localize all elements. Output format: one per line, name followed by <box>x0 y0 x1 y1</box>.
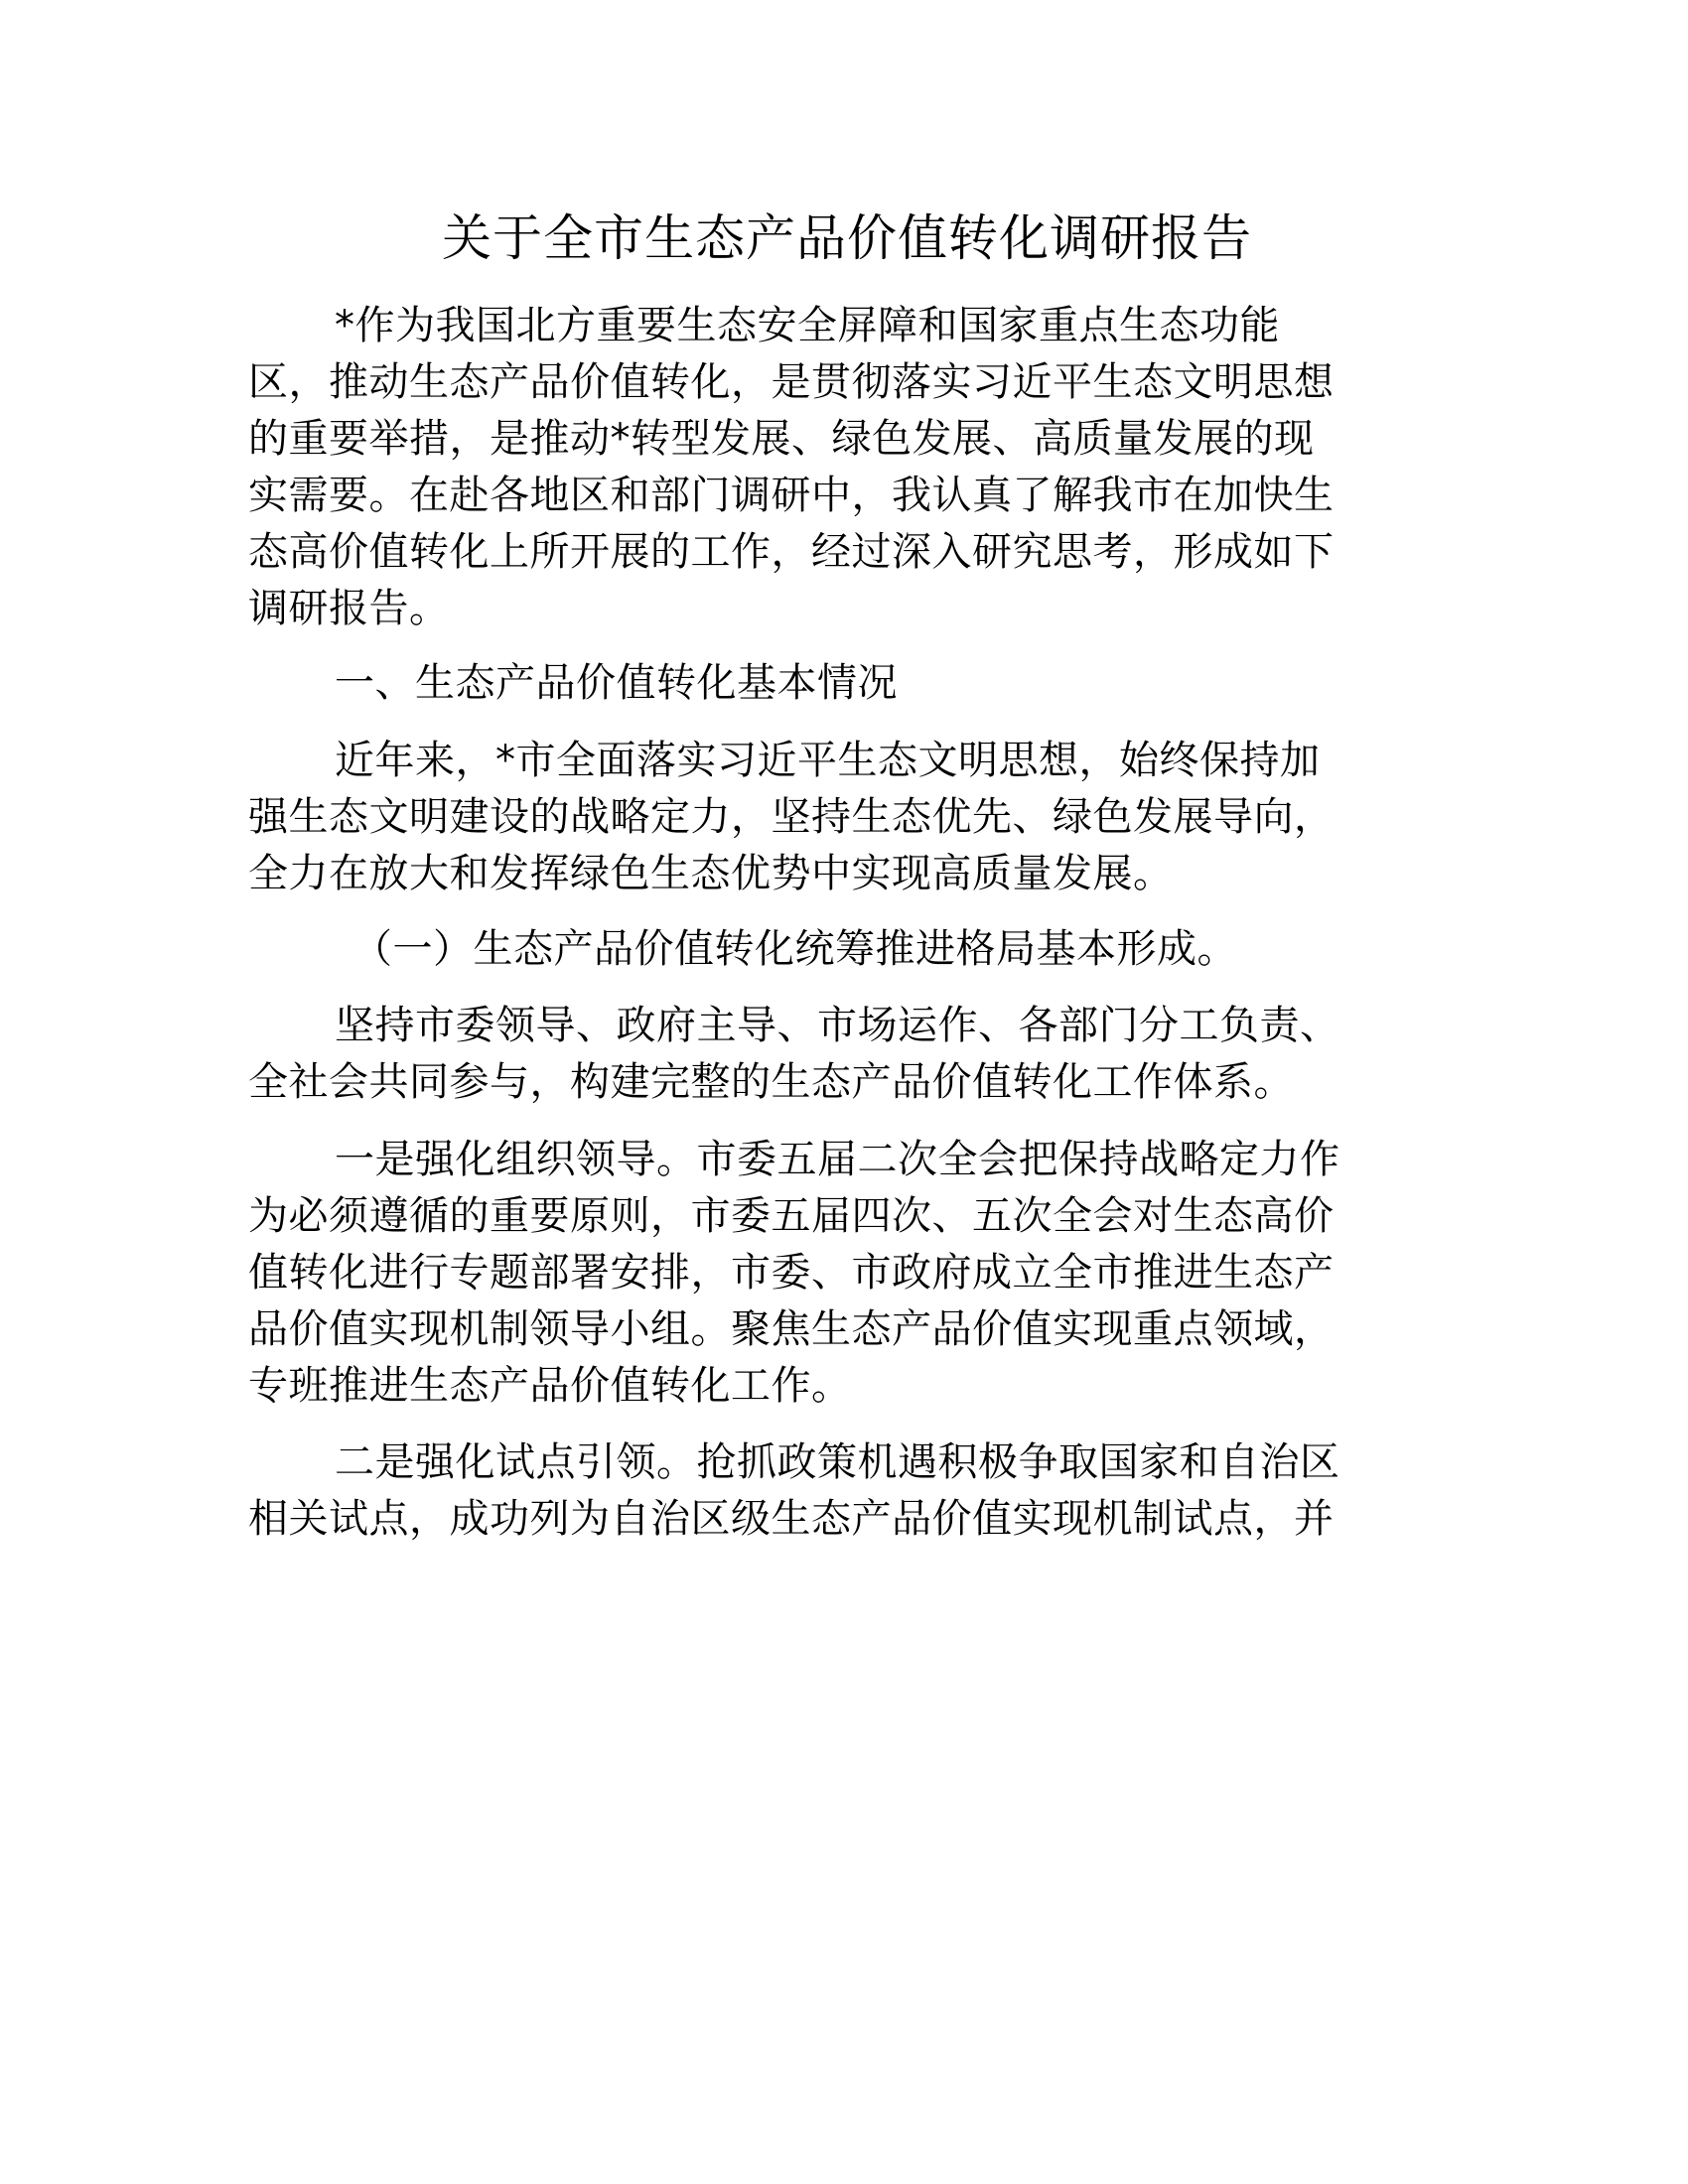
paragraph-line: 调研报告。 <box>248 586 450 631</box>
paragraph-line: 一是强化组织领导。市委五届二次全会把保持战略定力作 <box>335 1137 1340 1182</box>
section-heading: 一、生态产品价值转化基本情况 <box>335 660 898 706</box>
paragraph-line: 的重要举措，是推动*转型发展、绿色发展、高质量发展的现 <box>248 416 1315 462</box>
paragraph-line: 相关试点，成功列为自治区级生态产品价值实现机制试点，并 <box>248 1496 1335 1542</box>
paragraph-line: 为必须遵循的重要原则，市委五届四次、五次全会对生态高价 <box>248 1193 1335 1239</box>
paragraph-line: 二是强化试点引领。抢抓政策机遇积极争取国家和自治区 <box>335 1439 1340 1485</box>
paragraph-line: 实需要。在赴各地区和部门调研中，我认真了解我市在加快生 <box>248 473 1335 518</box>
paragraph-line: 近年来，*市全面落实习近平生态文明思想，始终保持加 <box>335 738 1321 783</box>
paragraph-line: 全力在放大和发挥绿色生态优势中实现高质量发展。 <box>248 851 1174 896</box>
paragraph-line: 专班推进生态产品价值转化工作。 <box>248 1363 852 1409</box>
paragraph-line: 强生态文明建设的战略定力，坚持生态优先、绿色发展导向， <box>248 794 1335 840</box>
paragraph-line: 区，推动生态产品价值转化，是贯彻落实习近平生态文明思想 <box>248 359 1335 405</box>
document-title: 关于全市生态产品价值转化调研报告 <box>442 209 1252 267</box>
paragraph-line: *作为我国北方重要生态安全屏障和国家重点生态功能 <box>335 303 1280 348</box>
paragraph-line: 态高价值转化上所开展的工作，经过深入研究思考，形成如下 <box>248 529 1335 575</box>
subsection-heading: （一）生态产品价值转化统筹推进格局基本形成。 <box>352 926 1237 972</box>
paragraph-line: 坚持市委领导、政府主导、市场运作、各部门分工负责、 <box>335 1003 1340 1048</box>
paragraph-line: 值转化进行专题部署安排，市委、市政府成立全市推进生态产 <box>248 1250 1335 1296</box>
paragraph-line: 品价值实现机制领导小组。聚焦生态产品价值实现重点领域， <box>248 1306 1335 1352</box>
paragraph-line: 全社会共同参与，构建完整的生态产品价值转化工作体系。 <box>248 1059 1294 1105</box>
